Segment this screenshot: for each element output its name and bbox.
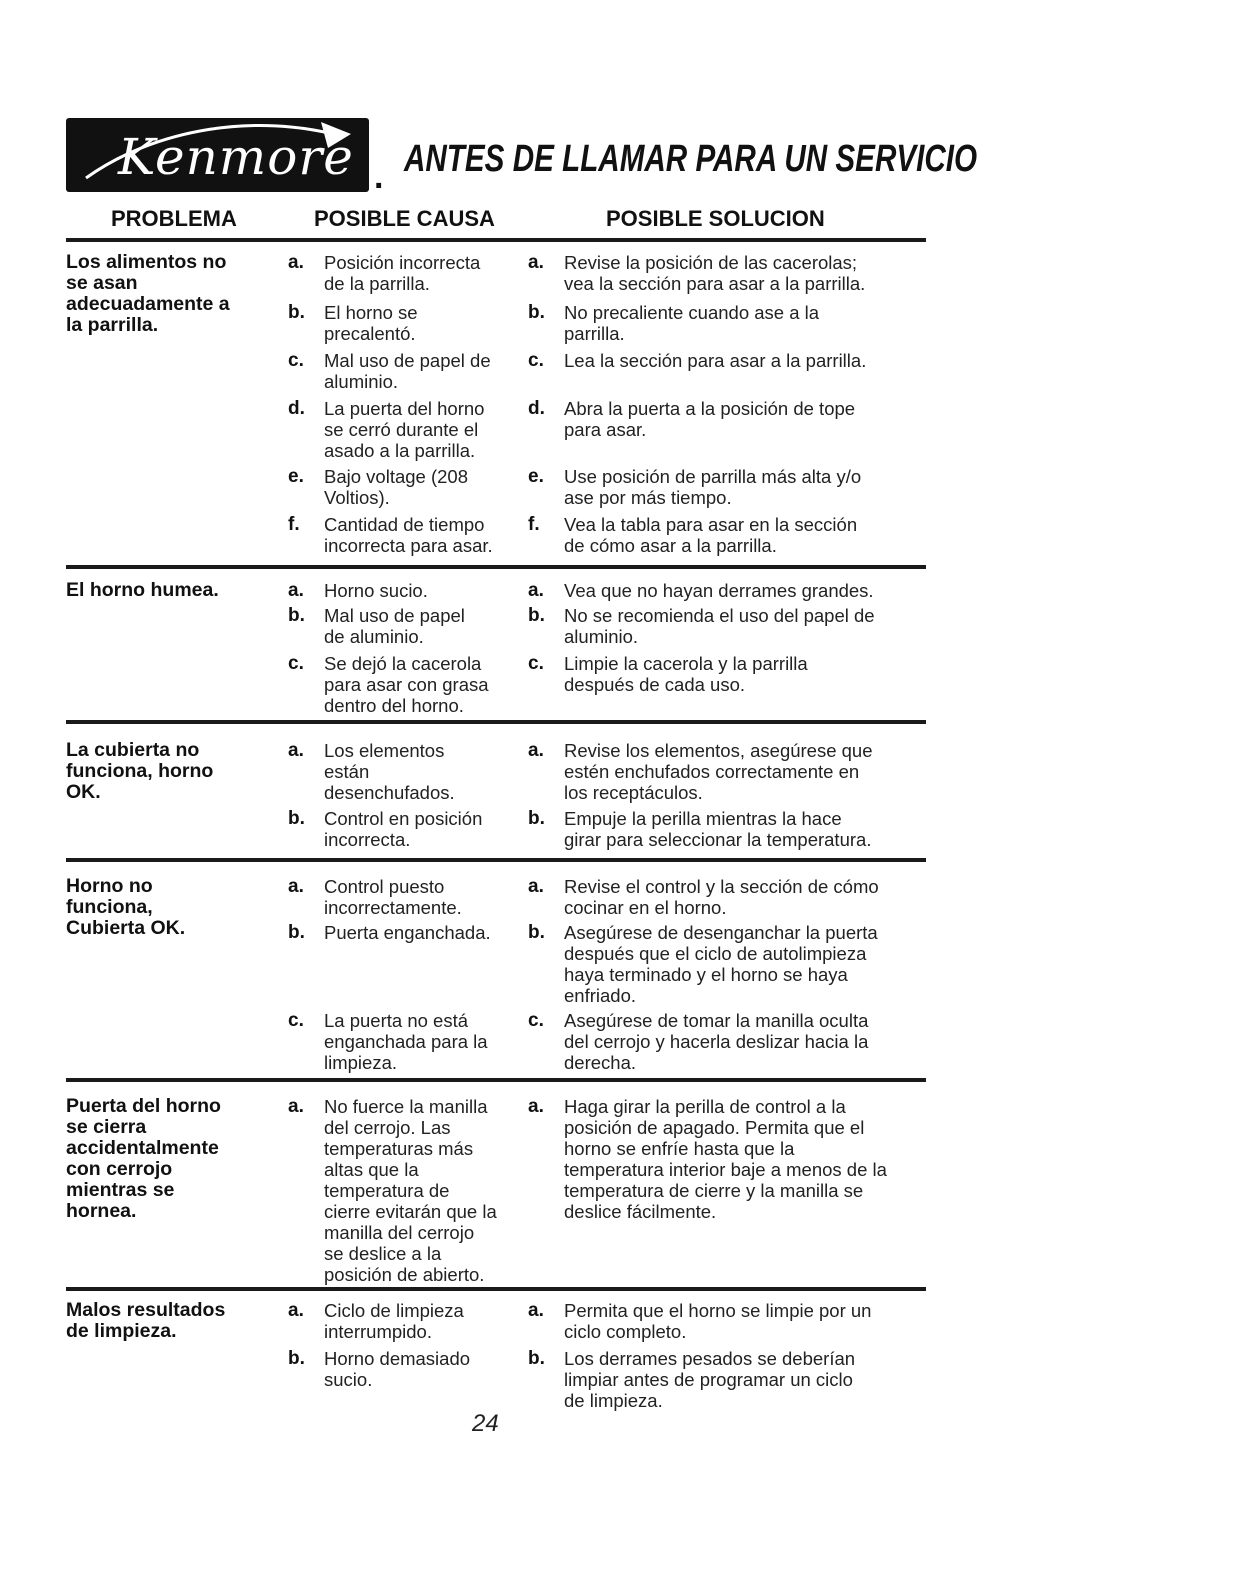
- logo-text: Kenmore: [118, 128, 354, 186]
- cause-letter: d.: [288, 398, 305, 419]
- cause-text: Los elementos están desenchufados.: [324, 740, 455, 803]
- cause-letter: b.: [288, 922, 305, 943]
- solution-text: Revise la posición de las cacerolas; vea la sección para asar a la parrilla.: [564, 252, 866, 294]
- solution-text: Asegúrese de desenganchar la puerta después que el ciclo de autolimpieza haya terminado y el horno se haya enfriado.: [564, 922, 878, 1006]
- solution-text: Empuje la perilla mientras la hace girar para seleccionar la temperatura.: [564, 808, 872, 850]
- cause-text: El horno se precalentó.: [324, 302, 418, 344]
- divider: [66, 1287, 926, 1291]
- divider: [66, 238, 926, 242]
- solution-text: Los derrames pesados se deberían limpiar antes de programar un ciclo de limpieza.: [564, 1348, 856, 1411]
- divider: [66, 858, 926, 862]
- cause-text: Cantidad de tiempo incorrecta para asar.: [324, 514, 493, 556]
- cause-text: Horno sucio.: [324, 580, 428, 601]
- cause-letter: b.: [288, 1348, 305, 1369]
- cause-letter: c.: [288, 350, 304, 371]
- solution-text: Haga girar la perilla de control a la posición de apagado. Permita que el horno se enfríe hasta que la temperatura interior baje a menos de la temperatura de cierre y la manilla se deslice fácilmente.: [564, 1096, 887, 1222]
- cause-letter: a.: [288, 1300, 304, 1321]
- problem-label: La cubierta no funciona, horno OK.: [66, 739, 214, 803]
- page-header: [66, 118, 978, 196]
- solution-letter: b.: [528, 808, 545, 829]
- solution-letter: a.: [528, 740, 544, 761]
- cause-text: Horno demasiado sucio.: [324, 1348, 471, 1390]
- cause-letter: c.: [288, 653, 304, 674]
- cause-text: Control puesto incorrectamente.: [324, 876, 462, 918]
- problem-label: Puerta del horno se cierra accidentalmente con cerrojo mientras se hornea.: [66, 1095, 221, 1222]
- problem-label: Los alimentos no se asan adecuadamente a la parrilla.: [66, 251, 230, 336]
- solution-letter: a.: [528, 1300, 544, 1321]
- solution-letter: d.: [528, 398, 545, 419]
- solution-letter: b.: [528, 1348, 545, 1369]
- cause-letter: b.: [288, 302, 305, 323]
- problem-label: El horno humea.: [66, 579, 219, 601]
- solution-letter: c.: [528, 653, 544, 674]
- solution-text: Asegúrese de tomar la manilla oculta del cerrojo y hacerla deslizar hacia la derecha.: [564, 1010, 869, 1073]
- solution-text: Permita que el horno se limpie por un ciclo completo.: [564, 1300, 872, 1342]
- cause-text: Puerta enganchada.: [324, 922, 491, 943]
- column-header-cause: POSIBLE CAUSA: [314, 206, 495, 231]
- page-title: ANTES DE LLAMAR PARA UN SERVICIO: [404, 138, 978, 180]
- solution-text: Revise el control y la sección de cómo cocinar en el horno.: [564, 876, 879, 918]
- cause-text: La puerta del horno se cerró durante el asado a la parrilla.: [324, 398, 485, 461]
- solution-letter: a.: [528, 876, 544, 897]
- solution-letter: a.: [528, 580, 544, 601]
- solution-text: Limpie la cacerola y la parrilla después de cada uso.: [564, 653, 808, 695]
- cause-letter: e.: [288, 466, 304, 487]
- solution-text: No precaliente cuando ase a la parrilla.: [564, 302, 820, 344]
- logo-dot: .: [374, 158, 384, 196]
- solution-letter: c.: [528, 350, 544, 371]
- problem-label: Malos resultados de limpieza.: [66, 1299, 226, 1342]
- kenmore-logo: [66, 118, 369, 192]
- solution-text: Use posición de parrilla más alta y/o ase por más tiempo.: [564, 466, 862, 508]
- cause-text: Posición incorrecta de la parrilla.: [324, 252, 481, 294]
- solution-letter: b.: [528, 605, 545, 626]
- cause-letter: a.: [288, 740, 304, 761]
- solution-letter: b.: [528, 922, 545, 943]
- cause-letter: a.: [288, 252, 304, 273]
- column-header-problem: PROBLEMA: [111, 206, 237, 231]
- solution-text: Vea que no hayan derrames grandes.: [564, 580, 874, 601]
- cause-letter: b.: [288, 605, 305, 626]
- cause-letter: a.: [288, 876, 304, 897]
- column-header-solution: POSIBLE SOLUCION: [606, 206, 825, 231]
- cause-letter: f.: [288, 514, 300, 535]
- divider: [66, 565, 926, 569]
- divider: [66, 720, 926, 724]
- solution-letter: f.: [528, 514, 540, 535]
- solution-letter: c.: [528, 1010, 544, 1031]
- cause-text: Ciclo de limpieza interrumpido.: [324, 1300, 464, 1342]
- cause-letter: a.: [288, 580, 304, 601]
- cause-letter: a.: [288, 1096, 304, 1117]
- solution-letter: e.: [528, 466, 544, 487]
- solution-letter: a.: [528, 1096, 544, 1117]
- cause-text: Bajo voltage (208 Voltios).: [324, 466, 468, 508]
- cause-letter: b.: [288, 808, 305, 829]
- cause-text: No fuerce la manilla del cerrojo. Las temperaturas más altas que la temperatura de cierre evitarán que la manilla del cerrojo se deslice a la posición de abierto.: [324, 1096, 497, 1285]
- solution-text: Abra la puerta a la posición de tope para asar.: [564, 398, 856, 440]
- cause-letter: c.: [288, 1010, 304, 1031]
- solution-text: Lea la sección para asar a la parrilla.: [564, 350, 867, 371]
- divider: [66, 1078, 926, 1082]
- cause-text: Se dejó la cacerola para asar con grasa dentro del horno.: [324, 653, 489, 716]
- solution-text: Revise los elementos, asegúrese que estén enchufados correctamente en los receptáculos.: [564, 740, 873, 803]
- solution-letter: b.: [528, 302, 545, 323]
- solution-text: Vea la tabla para asar en la sección de cómo asar a la parrilla.: [564, 514, 858, 556]
- cause-text: Mal uso de papel de aluminio.: [324, 350, 491, 392]
- cause-text: Control en posición incorrecta.: [324, 808, 483, 850]
- column-headers: [66, 206, 926, 236]
- cause-text: La puerta no está enganchada para la limpieza.: [324, 1010, 488, 1073]
- cause-text: Mal uso de papel de aluminio.: [324, 605, 465, 647]
- solution-letter: a.: [528, 252, 544, 273]
- page-number: 24: [472, 1410, 499, 1437]
- problem-label: Horno no funciona, Cubierta OK.: [66, 875, 186, 939]
- solution-text: No se recomienda el uso del papel de aluminio.: [564, 605, 875, 647]
